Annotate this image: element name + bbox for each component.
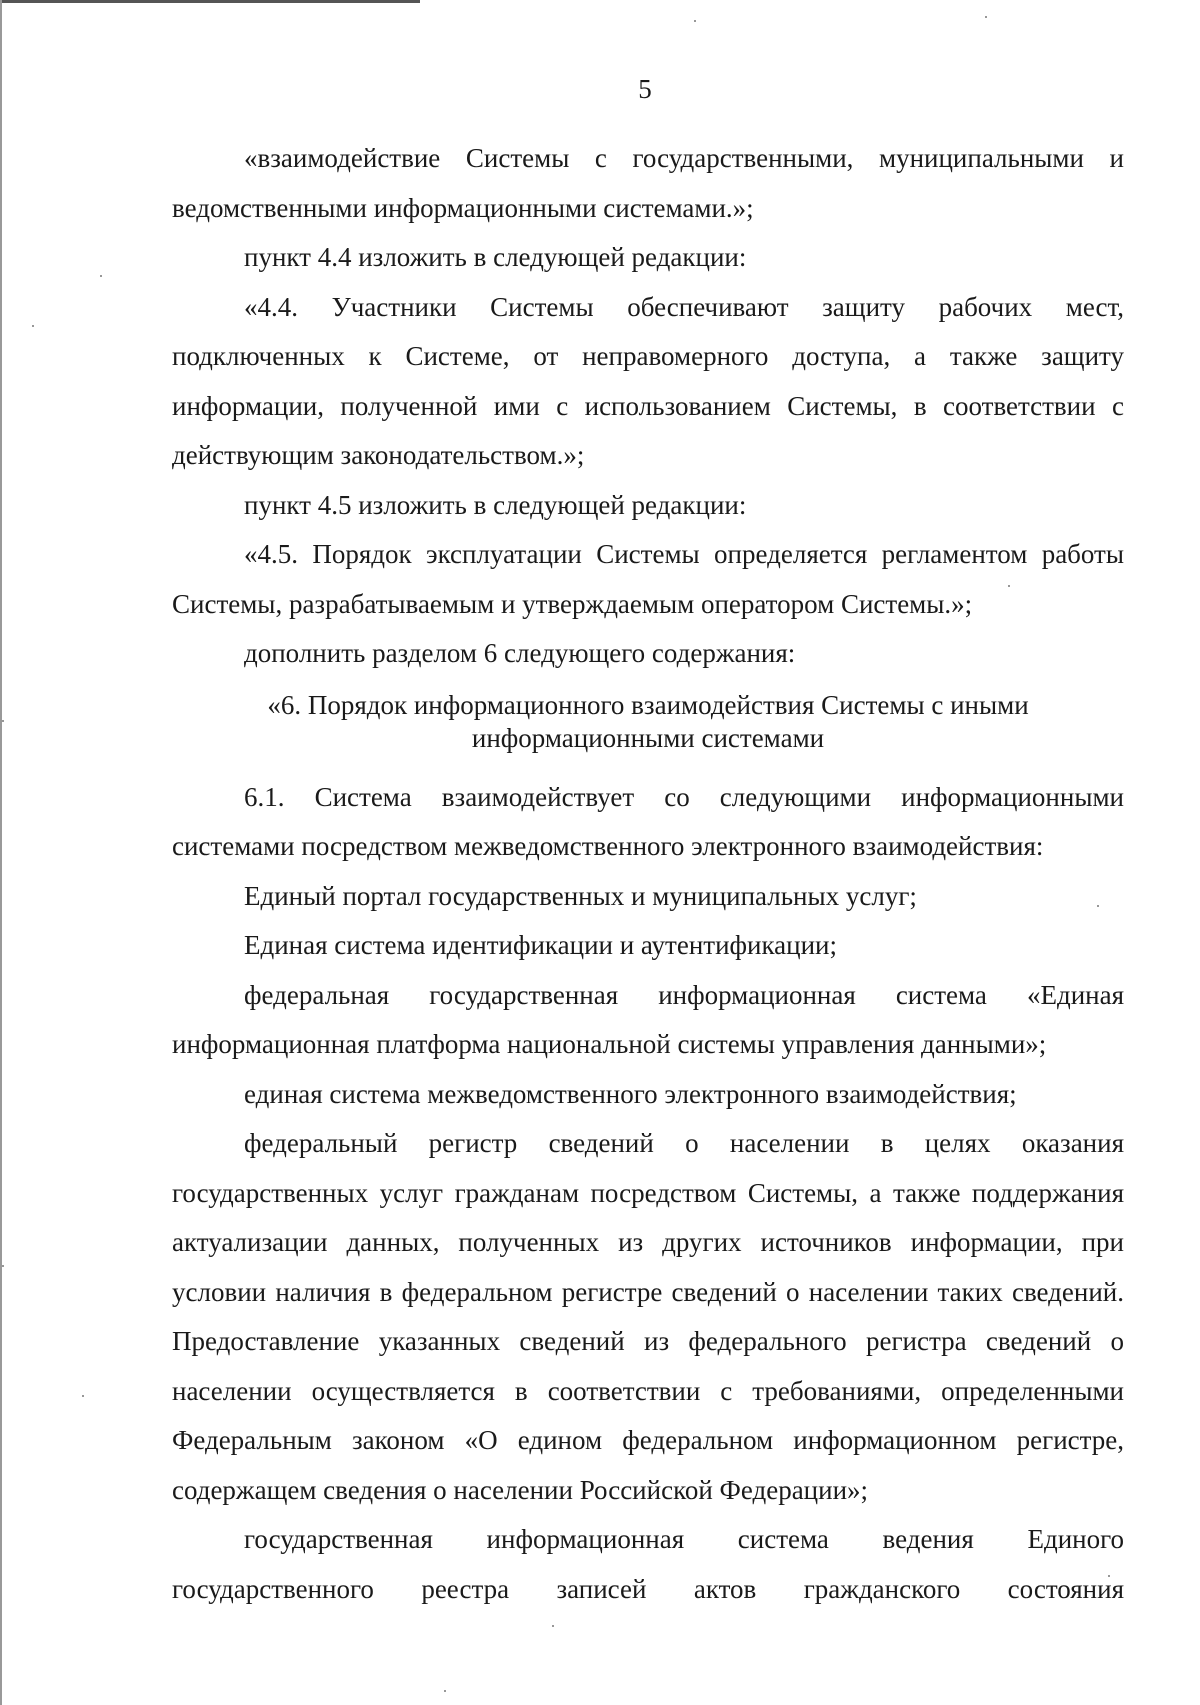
scan-top-edge-line — [0, 0, 420, 3]
scan-speck — [985, 16, 987, 18]
scan-speck — [32, 325, 34, 327]
paragraph-clause-6-1: 6.1. Система взаимодействует со следующими информационными системами посредством межведомственного электронного взаимодействия: — [172, 781, 1124, 861]
document-body — [172, 134, 1124, 1614]
scan-speck — [82, 1395, 84, 1397]
page-number: 5 — [638, 74, 652, 104]
paragraph-clause-4-4: «4.4. Участники Системы обеспечивают защиту рабочих мест, подключенных к Системе, от неправомерного доступа, а также защиту информации, полученной ими с использованием Системы, в соответствии с действующим законодательством.»; — [172, 291, 1124, 470]
paragraph-add-section-6: дополнить разделом 6 следующего содержания: — [244, 638, 796, 668]
scan-speck — [100, 275, 102, 277]
paragraph-amend-4-5: пункт 4.5 изложить в следующей редакции: — [244, 489, 747, 520]
scan-speck — [694, 20, 696, 22]
scan-speck — [552, 1625, 554, 1627]
section-6-heading-line-1: «6. Порядок информационного взаимодействия Системы с иными — [267, 689, 1029, 720]
paragraph-clause-4-5: «4.5. Порядок эксплуатации Системы определяется регламентом работы Системы, разрабатываемым и утверждаемым оператором Системы.»; — [172, 539, 1124, 619]
scan-speck — [2, 720, 4, 722]
scan-speck — [444, 1690, 446, 1692]
section-6-heading-line-2: информационными системами — [471, 722, 825, 753]
list-item-data-platform: федеральная государственная информационная система «Единая информационная платформа национальной системы управления данными»; — [172, 979, 1124, 1059]
list-item-smev: единая система межведомственного электронного взаимодействия; — [244, 1078, 1017, 1109]
list-item-esia: Единая система идентификации и аутентификации; — [244, 930, 837, 960]
list-item-civil-registry: государственная информационная система ведения Единого государственного реестра записей актов гражданского состояния — [172, 1524, 1124, 1604]
scan-left-edge-line — [0, 0, 2, 1705]
list-item-population-register: федеральный регистр сведений о населении в целях оказания государственных услуг гражданам посредством Системы, а также поддержания актуализации данных, полученных из других источников информации, при условии наличия в федеральном регистре сведений о населении таких сведений. Предоставление указанных сведений из федерального регистра сведений о населении осуществляется в соответствии с требованиями, определенными Федеральным законом «О едином федеральном информационном регистре, содержащем сведения о населении Российской Федерации»; — [172, 1128, 1124, 1505]
scan-speck — [2, 1265, 4, 1267]
paragraph-amend-4-4: пункт 4.4 изложить в следующей редакции: — [244, 242, 747, 272]
paragraph-interaction-systems: «взаимодействие Системы с государственными, муниципальными и ведомственными информационными системами.»; — [172, 143, 1124, 223]
section-6-heading — [172, 679, 1124, 773]
list-item-unified-portal: Единый портал государственных и муниципальных услуг; — [244, 880, 917, 911]
